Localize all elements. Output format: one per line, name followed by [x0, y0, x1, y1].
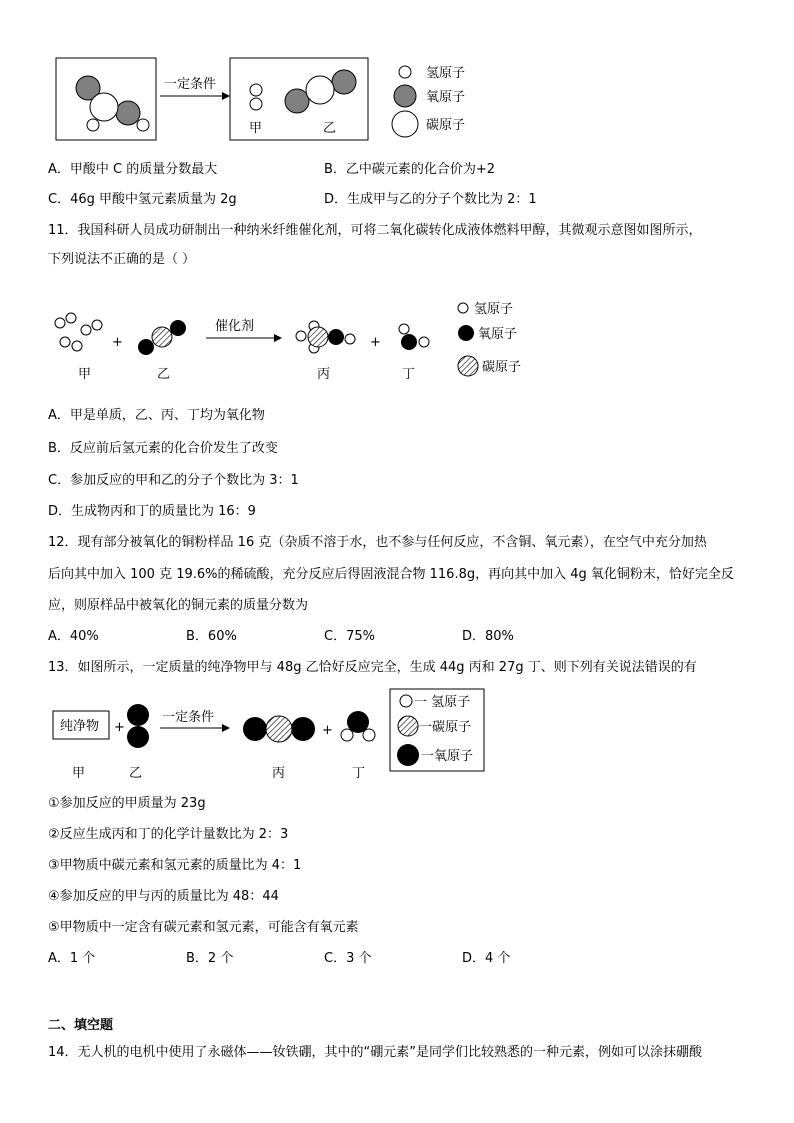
legend-hydrogen: 氢原子: [474, 302, 514, 317]
q10-option-b: B．乙中碳元素的化合价为+2: [324, 162, 496, 177]
label-yi: 乙: [323, 121, 337, 136]
q11-option-b: B．反应前后氢元素的化合价发生了改变: [48, 441, 278, 456]
q13-statement-5: ⑤甲物质中一定含有碳元素和氢元素，可能含有氧元素: [48, 920, 359, 935]
q12-stem-line3: 应，则原样品中被氧化的铜元素的质量分数为: [48, 598, 309, 613]
label-jia: 甲: [78, 367, 92, 382]
label-yi: 乙: [157, 367, 171, 382]
pure-substance-label: 纯净物: [60, 719, 100, 734]
hydrogen-atom-icon: [81, 325, 91, 335]
hydrogen-atom-icon: [137, 119, 149, 131]
hydrogen-atom-icon: [399, 324, 409, 334]
q11-stem-line1: 11．我国科研人员成功研制出一种纳米纤维催化剂，可将二氧化碳转化成液体燃料甲醇，其微观示意图如图所示，: [48, 223, 702, 238]
label-jia: 甲: [72, 766, 86, 781]
oxygen-atom-icon: [170, 320, 186, 336]
q10-option-a: A．甲酸中 C 的质量分数最大: [48, 162, 218, 177]
reaction-diagram-2: [0, 290, 794, 390]
q12-option-a: A．40%: [48, 629, 99, 644]
label-ding: 丁: [352, 766, 366, 781]
oxygen-atom-icon: [116, 101, 140, 125]
oxygen-atom-icon: [328, 329, 344, 345]
carbon-atom-icon: [308, 327, 328, 347]
hydrogen-atom-icon: [345, 334, 355, 344]
carbon-atom-icon: [398, 716, 418, 736]
hydrogen-atom-icon: [92, 320, 102, 330]
arrow-head-icon: [222, 724, 230, 732]
q12-stem-line2: 后向其中加入 100 克 19.6%的稀硫酸，充分反应后得固液混合物 116.8g，再向其中加入 4g 氧化铜粉末，恰好完全反: [48, 567, 734, 582]
q13-statement-2: ②反应生成丙和丁的化学计量数比为 2：3: [48, 827, 289, 842]
carbon-atom-icon: [90, 93, 118, 121]
q12-stem-line1: 12．现有部分被氧化的铜粉样品 16 克（杂质不溶于水，也不参与任何反应，不含铜、氧元素），在空气中充分加热: [48, 535, 707, 550]
plus-sign: +: [112, 335, 123, 350]
hydrogen-atom-icon: [66, 313, 76, 323]
oxygen-atom-icon: [397, 744, 419, 766]
q13-option-a: A．1 个: [48, 951, 96, 966]
q10-option-d: D．生成甲与乙的分子个数比为 2：1: [324, 192, 537, 207]
plus-sign: +: [322, 723, 333, 738]
oxygen-atom-icon: [401, 334, 417, 350]
q12-option-c: C．75%: [324, 629, 375, 644]
q13-stem-line1: 13．如图所示，一定质量的纯净物甲与 48g 乙恰好反应完全，生成 44g 丙和 27g 丁、则下列有关说法错误的有: [48, 660, 697, 675]
hydrogen-atom-icon: [363, 729, 375, 741]
hydrogen-atom-icon: [399, 66, 411, 78]
legend-carbon: 碳原子: [482, 360, 522, 375]
label-yi: 乙: [129, 766, 143, 781]
arrow-head-icon: [222, 92, 230, 100]
oxygen-atom-icon: [458, 325, 474, 341]
plus-sign: +: [114, 720, 125, 735]
carbon-atom-icon: [458, 356, 478, 376]
hydrogen-atom-icon: [55, 318, 65, 328]
condition-label: 一定条件: [164, 77, 217, 92]
hydrogen-atom-icon: [250, 98, 262, 110]
oxygen-atom-icon: [332, 70, 356, 94]
reaction-diagram-1: [0, 0, 794, 150]
catalyst-label: 催化剂: [215, 319, 255, 334]
label-bing: 丙: [317, 367, 331, 382]
q10-option-c: C．46g 甲酸中氢元素质量为 2g: [48, 192, 237, 207]
oxygen-atom-icon: [127, 704, 149, 726]
q13-statement-3: ③甲物质中碳元素和氢元素的质量比为 4：1: [48, 858, 302, 873]
hydrogen-atom-icon: [341, 729, 353, 741]
plus-sign: +: [370, 335, 381, 350]
oxygen-atom-icon: [138, 339, 154, 355]
oxygen-atom-icon: [127, 726, 149, 748]
hydrogen-atom-icon: [458, 303, 468, 313]
legend-carbon: 一碳原子: [419, 720, 472, 735]
section-heading: 二、填空题: [48, 1018, 114, 1033]
q11-option-c: C．参加反应的甲和乙的分子个数比为 3：1: [48, 473, 299, 488]
q12-option-b: B．60%: [186, 629, 237, 644]
q14-stem-line1: 14．无人机的电机中使用了永磁体——钕铁硼，其中的“硼元素”是同学们比较熟悉的一种元素，例如可以涂抹硼酸: [48, 1045, 703, 1060]
q13-statement-4: ④参加反应的甲与丙的质量比为 48：44: [48, 889, 279, 904]
q12-option-d: D．80%: [462, 629, 514, 644]
legend-oxygen: 一氧原子: [421, 749, 474, 764]
legend-oxygen: 氧原子: [426, 90, 466, 105]
oxygen-atom-icon: [243, 717, 267, 741]
hydrogen-atom-icon: [296, 331, 306, 341]
carbon-atom-icon: [306, 76, 334, 104]
q13-statement-1: ①参加反应的甲质量为 23g: [48, 796, 206, 811]
q13-option-b: B．2 个: [186, 951, 234, 966]
hydrogen-atom-icon: [419, 337, 429, 347]
oxygen-atom-icon: [394, 85, 416, 107]
condition-label: 一定条件: [162, 710, 215, 725]
q11-stem-line2: 下列说法不正确的是（ ）: [48, 252, 196, 267]
oxygen-atom-icon: [291, 717, 315, 741]
carbon-atom-icon: [152, 327, 172, 347]
arrow-head-icon: [274, 334, 282, 342]
legend-hydrogen: 氢原子: [426, 66, 466, 81]
q11-option-d: D．生成物丙和丁的质量比为 16：9: [48, 504, 256, 519]
legend-carbon: 碳原子: [426, 118, 466, 133]
label-bing: 丙: [272, 766, 286, 781]
hydrogen-atom-icon: [60, 337, 70, 347]
hydrogen-atom-icon: [400, 695, 412, 707]
q11-option-a: A．甲是单质，乙、丙、丁均为氧化物: [48, 408, 265, 423]
label-ding: 丁: [402, 367, 416, 382]
q13-option-c: C．3 个: [324, 951, 372, 966]
q13-option-d: D．4 个: [462, 951, 511, 966]
carbon-atom-icon: [392, 111, 418, 137]
label-jia: 甲: [249, 121, 263, 136]
legend-hydrogen: 一 氢原子: [414, 695, 471, 710]
hydrogen-atom-icon: [250, 84, 262, 96]
hydrogen-atom-icon: [72, 341, 82, 351]
hydrogen-atom-icon: [87, 119, 99, 131]
reaction-diagram-3: [0, 685, 794, 790]
legend-oxygen: 氧原子: [478, 327, 518, 342]
oxygen-atom-icon: [285, 89, 309, 113]
carbon-atom-icon: [266, 716, 292, 742]
